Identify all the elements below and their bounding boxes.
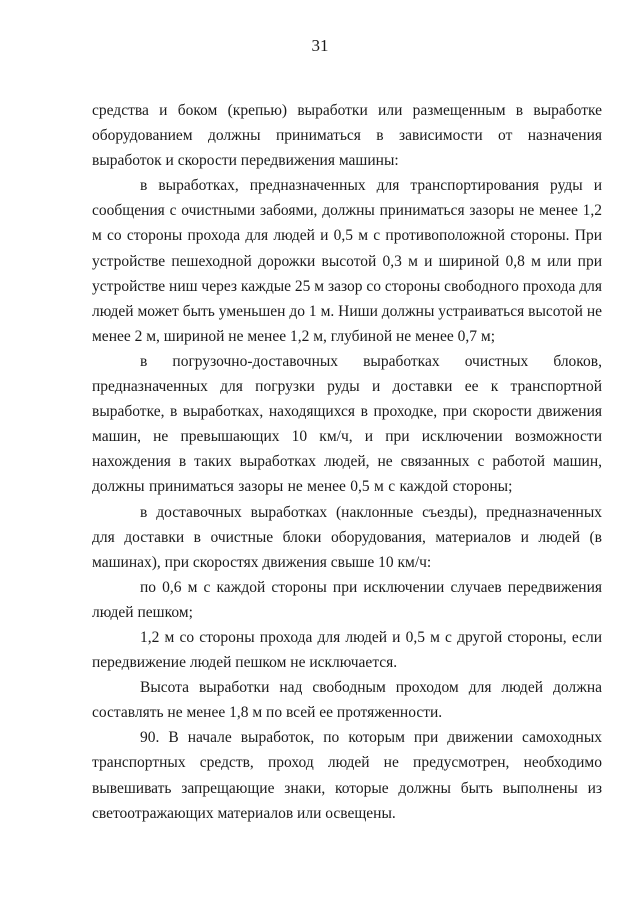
paragraph-clearance-pedestrians: 1,2 м со стороны прохода для людей и 0,5 м с другой стороны, если передвижение людей пешком не исключается. bbox=[92, 628, 602, 672]
paragraph-loading-workings: в погрузочно-доставочных выработках очистных блоков, предназначенных для погрузки руды и доставки ее к транспортной выработке, в выработках, находящихся в проходке, при скорости движения машин, не превышающих 10 км/ч, и при исключении возможности нахождения в таких выработках людей, не связанных с работой машин, должны приниматься зазоры не менее 0,5 м с каждой стороны; bbox=[92, 352, 602, 496]
paragraph-walkway-height: Высота выработки над свободным проходом для людей должна составлять не менее 1,8 м по всей ее протяженности. bbox=[92, 679, 602, 722]
document-body bbox=[92, 98, 602, 826]
paragraph-item-90: 90. В начале выработок, по которым при движении самоходных транспортных средств, проход людей не предусмотрен, необходимо вывешивать запрещающие знаки, которые должны быть выполнены из светоотражающих материалов или освещены. bbox=[92, 729, 602, 822]
page-number: 31 bbox=[311, 36, 329, 55]
paragraph-delivery-workings: в доставочных выработках (наклонные съезды), предназначенных для доставки в очистные блоки оборудования, материалов и людей (в машинах), при скоростях движения свыше 10 км/ч: bbox=[92, 503, 602, 571]
paragraph-continuation: средства и боком (крепью) выработки или размещенным в выработке оборудованием должны приниматься в зависимости от назначения выработок и скорости передвижения машины: bbox=[92, 102, 602, 170]
paragraph-clearance-no-pedestrians: по 0,6 м с каждой стороны при исключении случаев передвижения людей пешком; bbox=[92, 578, 602, 621]
paragraph-transport-workings: в выработках, предназначенных для транспортирования руды и сообщения с очистными забоями, должны приниматься зазоры не менее 1,2 м со стороны прохода для людей и 0,5 м с противоположной стороны. При устройстве пешеходной дорожки высотой 0,3 м и шириной 0,8 м или при устройстве ниш через каждые 25 м зазор со стороны свободного прохода для людей может быть уменьшен до 1 м. Ниши должны устраиваться высотой не менее 2 м, шириной не менее 1,2 м, глубиной не менее 0,7 м; bbox=[92, 177, 602, 345]
